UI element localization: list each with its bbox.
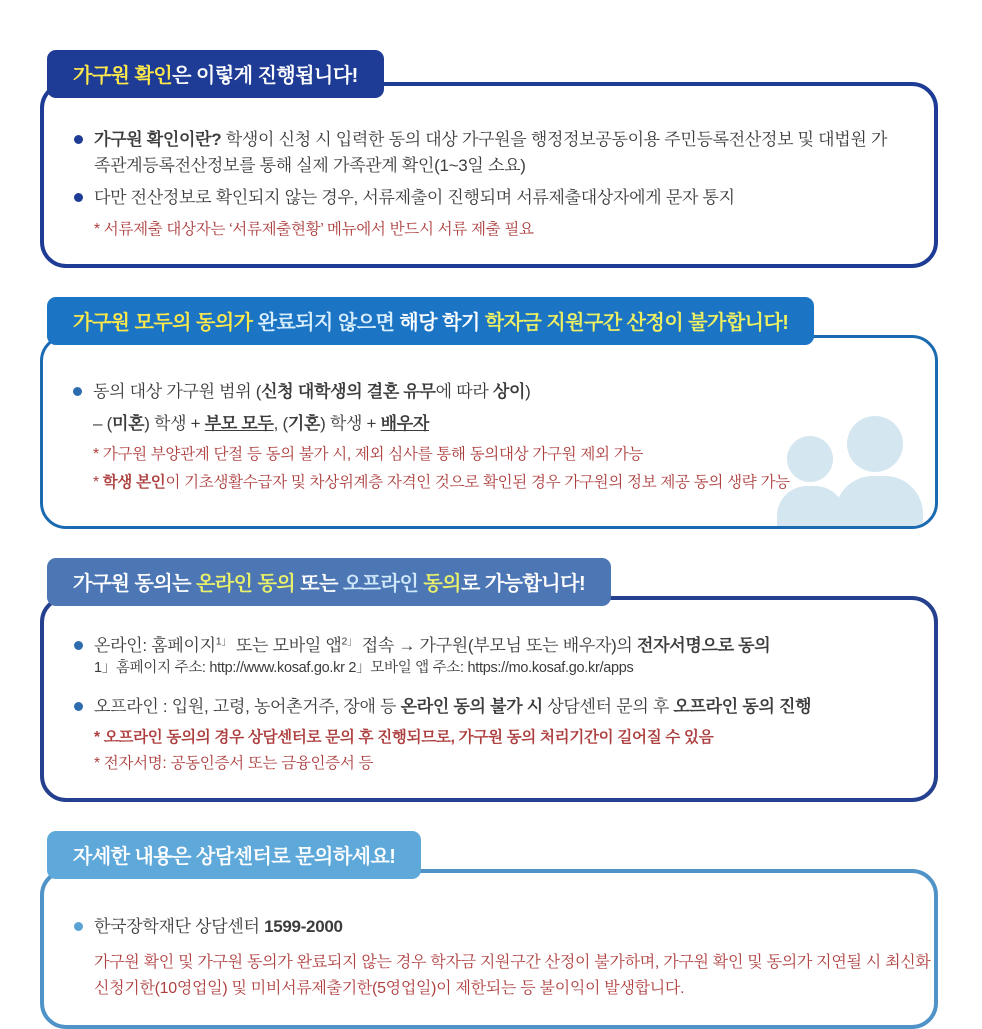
list-item — [74, 185, 902, 211]
bullet-icon — [74, 135, 83, 144]
bullet-text-call-center-number: 한국장학재단 상담센터 1599-2000 — [94, 917, 343, 937]
section-header-call-center: 자세한 내용은 상담센터로 문의하세요! — [47, 831, 421, 879]
section-header-consent-required: 가구원 모두의 동의가 완료되지 않으면 해당 학기 학자금 지원구간 산정이 불가합니다! — [47, 297, 814, 345]
section-body-call-center — [40, 869, 938, 1028]
list-item — [74, 127, 902, 178]
note-basic-livelihood-exemption: * 학생 본인이 기초생활수급자 및 차상위계층 자격인 것으로 확인된 경우 가구원의 정보 제공 동의 생략 가능 — [93, 473, 790, 491]
section-consent-methods — [40, 558, 938, 803]
section-body-consent-methods — [40, 596, 938, 803]
note-document-submission-required: * 서류제출 대상자는 ‘서류제출현황’ 메뉴에서 반드시 서류 제출 필요 — [94, 220, 534, 238]
bullet-icon — [74, 193, 83, 202]
household-members-icon — [763, 414, 931, 529]
section-header-household-verification: 가구원 확인은 이렇게 진행됩니다! — [47, 50, 384, 98]
bullet-text-offline-consent: 오프라인 : 입원, 고령, 농어촌거주, 장애 등 온라인 동의 불가 시 상담센터 문의 후 오프라인 동의 진행 — [94, 696, 812, 716]
section-body-household-verification — [40, 82, 938, 268]
sub-text-family-composition: – (미혼) 학생 + 부모 모두, (기혼) 학생 + 배우자 — [93, 414, 429, 434]
note-digital-signature-types: * 전자서명: 공동인증서 또는 금융인증서 등 — [94, 755, 374, 773]
section-call-center — [40, 831, 938, 1028]
section-header-consent-methods: 가구원 동의는 온라인 동의 또는 오프라인 동의로 가능합니다! — [47, 558, 611, 606]
section-household-verification — [40, 50, 938, 268]
section-consent-required — [40, 297, 938, 529]
list-item — [74, 914, 902, 940]
bullet-text-consent-scope: 동의 대상 가구원 범위 (신청 대학생의 결혼 유무에 따라 상이) — [93, 381, 531, 401]
sub-text-consent-urls: 1」홈페이지 주소: http://www.kosaf.go.kr 2」모바일 앱 주소: https://mo.kosaf.go.kr/apps — [94, 660, 634, 677]
bullet-text-verification-definition: 가구원 확인이란? 학생이 신청 시 입력한 동의 대상 가구원을 행정정보공동이용 주민등록전산정보 및 대법원 가족관계등록전산정보를 통해 실제 가족관계 확인(1~3일 소요) — [94, 130, 888, 175]
bullet-icon — [73, 387, 82, 396]
bullet-icon — [74, 641, 83, 650]
list-item — [73, 379, 903, 405]
note-exclusion-review: * 가구원 부양관계 단절 등 동의 불가 시, 제외 심사를 통해 동의대상 가구원 제외 가능 — [93, 445, 644, 463]
bullet-icon — [74, 922, 83, 931]
bullet-text-online-consent: 온라인: 홈페이지$^{1」}$ 또는 모바일 앱$^{2」}$ 접속 → 가구원(부모님 또는 배우자)의 전자서명으로 동의 — [94, 634, 771, 655]
bullet-icon — [74, 702, 83, 711]
list-item — [74, 694, 902, 720]
section-body-consent-required — [40, 335, 938, 529]
list-item — [74, 633, 902, 659]
bullet-text-document-submission: 다만 전산정보로 확인되지 않는 경우, 서류제출이 진행되며 서류제출대상자에게 문자 통지 — [94, 188, 735, 207]
para-text-delay-penalty-warning: 가구원 확인 및 가구원 동의가 완료되지 않는 경우 학자금 지원구간 산정이 불가하며, 가구원 확인 및 동의가 지연될 시 최신화 신청기한(10영업일) 및 미비서류제출기한(5영업일)이 제한되는 등 불이익이 발생합니다. — [94, 953, 931, 998]
note-offline-processing-time: * 오프라인 동의의 경우 상담센터로 문의 후 진행되므로, 가구원 동의 처리기간이 길어질 수 있음 — [94, 729, 714, 747]
